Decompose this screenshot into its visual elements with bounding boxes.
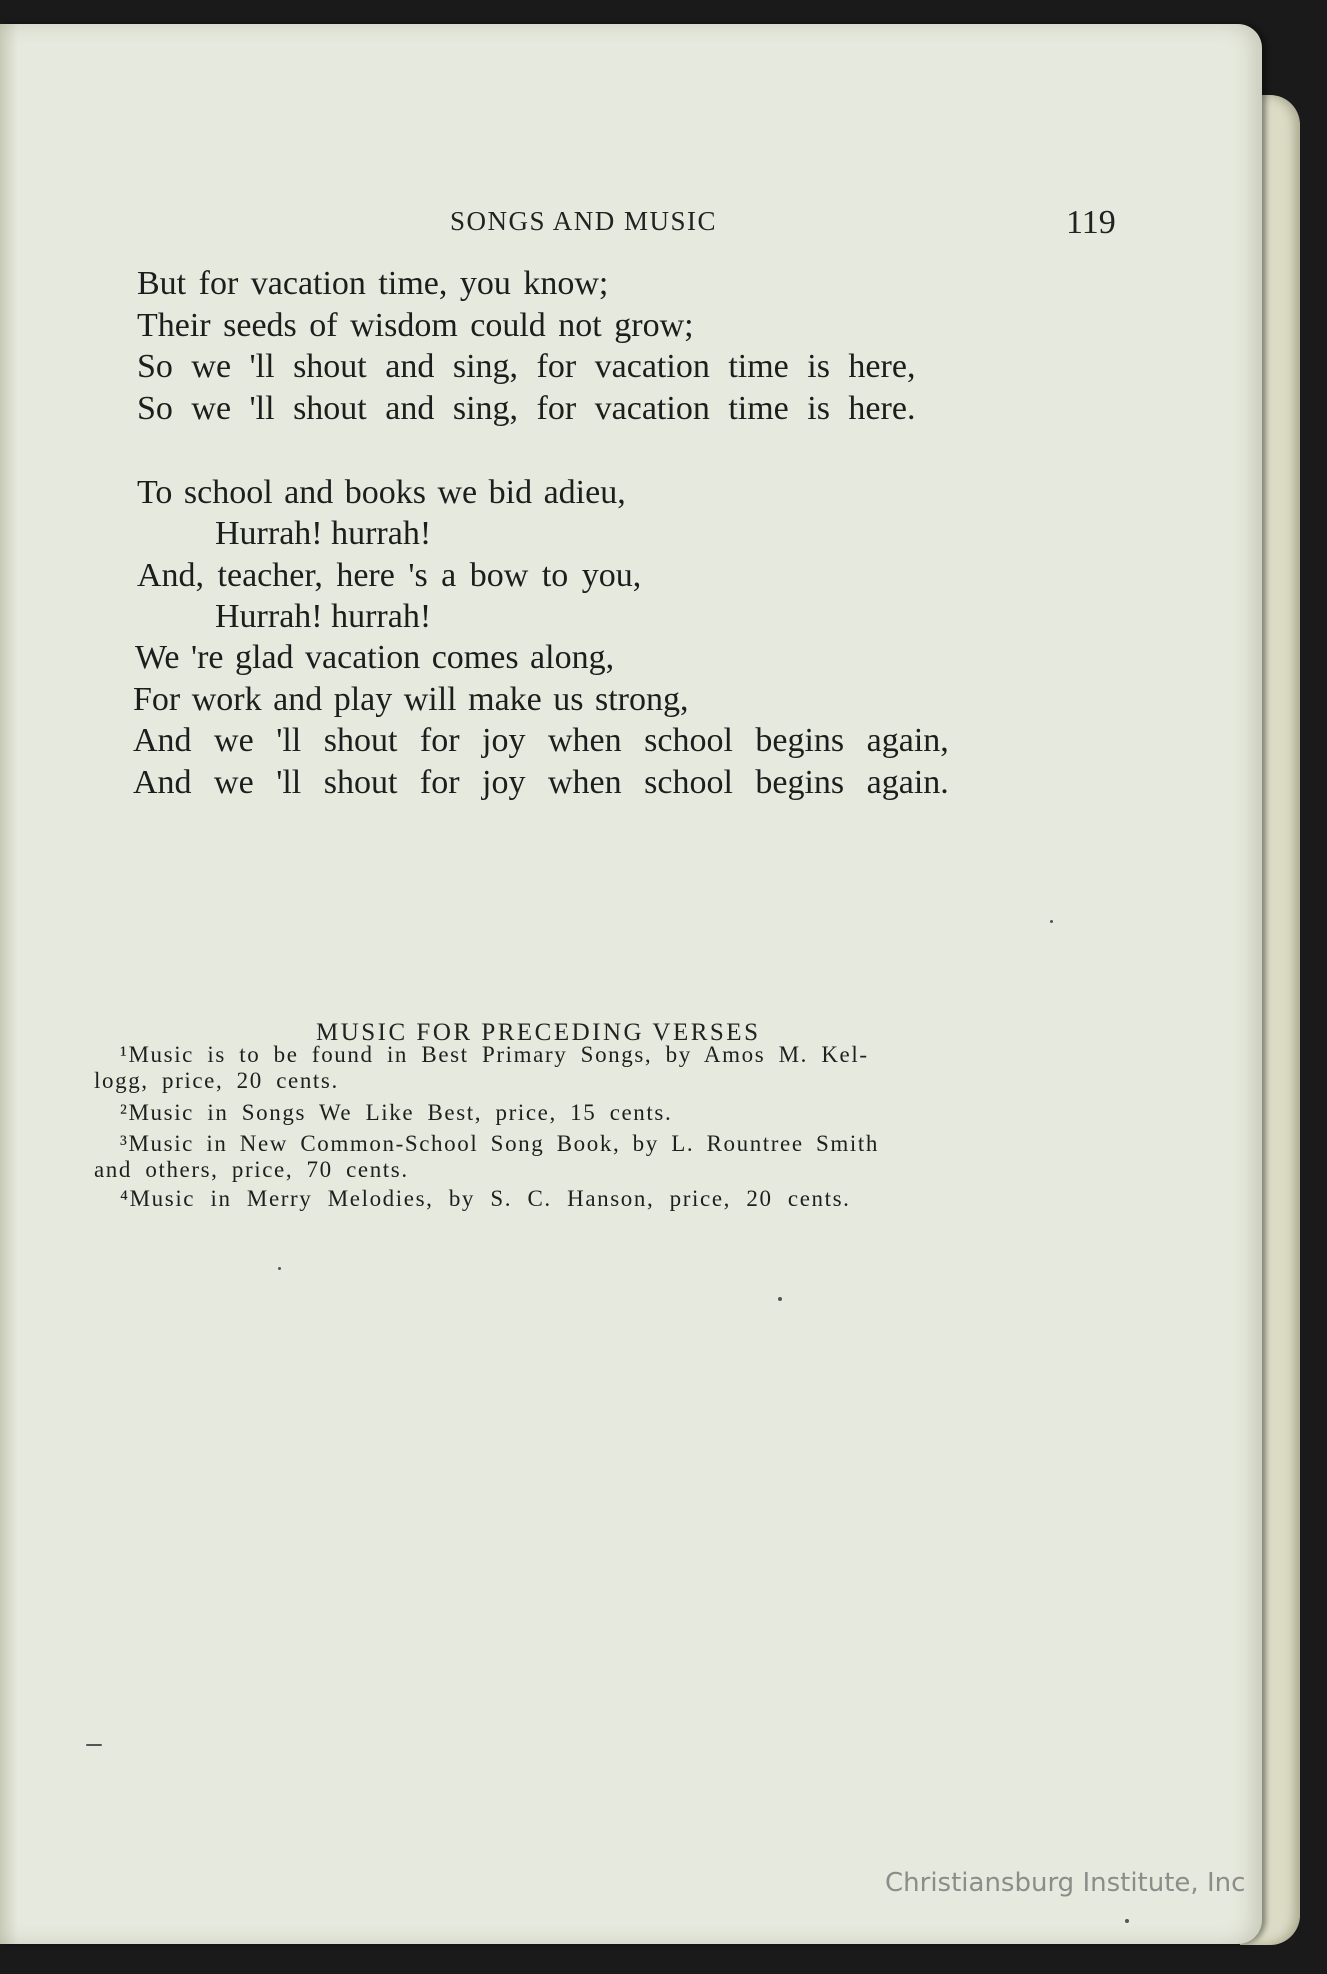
paper-mark <box>86 1744 102 1746</box>
footnote: ²Music in Songs We Like Best, price, 15 cents. <box>120 1100 673 1125</box>
book-page <box>0 24 1262 1944</box>
music-section-heading: MUSIC FOR PRECEDING VERSES <box>316 1019 761 1046</box>
footnote: ⁴Music in Merry Melodies, by S. C. Hanson, price, 20 cents. <box>120 1186 851 1211</box>
verse-line: Their seeds of wisdom could not grow; <box>137 307 694 344</box>
verse-line: Hurrah! hurrah! <box>215 598 432 635</box>
footnote: and others, price, 70 cents. <box>94 1157 409 1182</box>
page-number: 119 <box>1066 204 1116 241</box>
verse-line: And we 'll shout for joy when school begins again. <box>133 764 949 801</box>
verse-line: Hurrah! hurrah! <box>215 515 432 552</box>
verse-line: So we 'll shout and sing, for vacation time is here. <box>137 390 916 427</box>
verse-line: And, teacher, here 's a bow to you, <box>137 557 642 594</box>
running-head: SONGS AND MUSIC <box>450 206 718 236</box>
footnote: ¹Music is to be found in Best Primary Songs, by Amos M. Kel- <box>120 1042 869 1067</box>
footnote: logg, price, 20 cents. <box>94 1068 339 1093</box>
paper-speck <box>278 1267 281 1270</box>
verse-line: But for vacation time, you know; <box>137 265 609 302</box>
paper-speck <box>1125 1919 1129 1923</box>
verse-line: So we 'll shout and sing, for vacation time is here, <box>137 348 916 385</box>
paper-speck <box>778 1297 782 1301</box>
verse-line: We 're glad vacation comes along, <box>135 639 615 676</box>
footnote: ³Music in New Common-School Song Book, by L. Rountree Smith <box>120 1131 879 1156</box>
paper-speck <box>1050 920 1053 923</box>
verse-line: And we 'll shout for joy when school begins again, <box>133 722 949 759</box>
watermark: Christiansburg Institute, Inc <box>885 1868 1246 1898</box>
verse-line: For work and play will make us strong, <box>133 681 689 718</box>
verse-line: To school and books we bid adieu, <box>137 474 626 511</box>
